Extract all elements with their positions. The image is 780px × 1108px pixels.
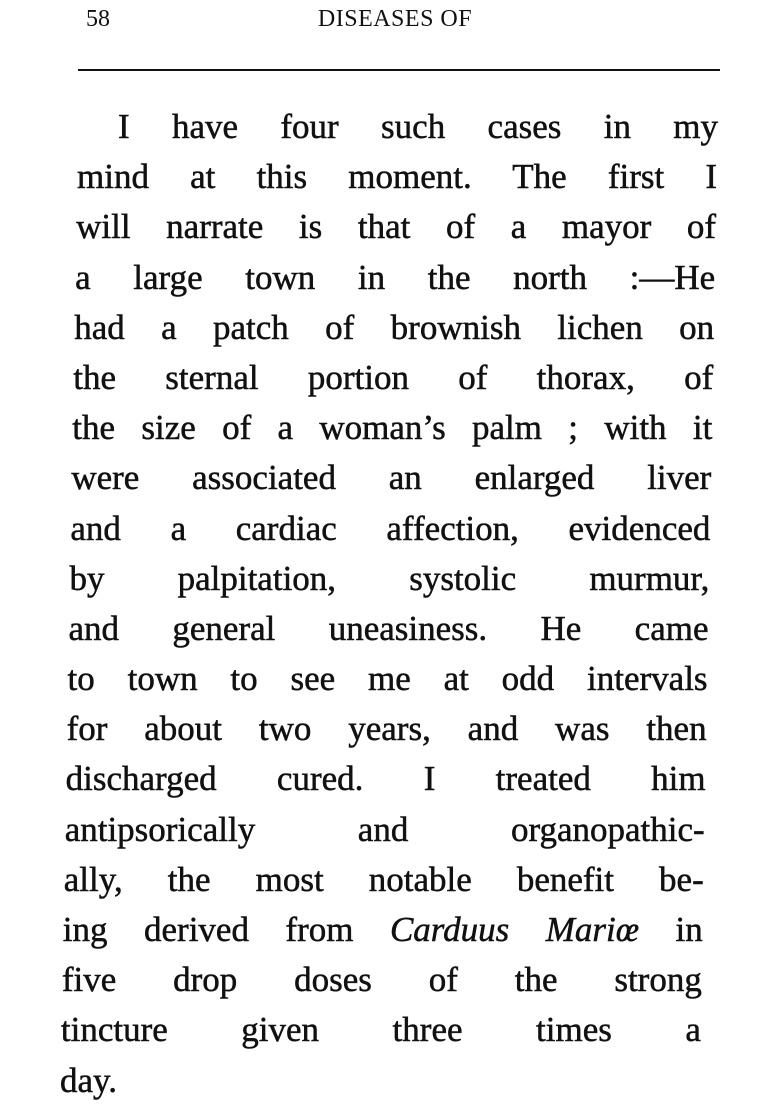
text-line: discharged cured. I treated him xyxy=(65,759,706,799)
text-line: the sternal portion of thorax, of xyxy=(73,357,714,397)
text-line: for about two years, and was then xyxy=(66,709,707,749)
text-line xyxy=(63,905,703,955)
text-line: a large town in the north :—He xyxy=(75,257,716,297)
text-line: mind at this moment. The first I xyxy=(77,157,718,197)
header-rule xyxy=(78,69,720,71)
italic-term: Carduus Mariœ xyxy=(389,910,640,949)
text-segment: in xyxy=(639,910,703,949)
text-line: and a cardiac affection, evidenced xyxy=(70,508,711,548)
text-line: had a patch of brownish lichen on xyxy=(74,307,715,347)
running-title: DISEASES OF xyxy=(317,6,473,32)
body-text xyxy=(0,102,780,1106)
page-number: 58 xyxy=(86,6,110,32)
text-line: to town to see me at odd intervals xyxy=(67,659,708,699)
text-line: by palpitation, systolic murmur, xyxy=(69,558,710,598)
text-line: ally, the most notable benefit be- xyxy=(63,859,704,899)
text-line: five drop doses of the strong xyxy=(61,960,702,1000)
text-line: antipsorically and organopathic- xyxy=(64,809,705,849)
text-line: tincture given three times a xyxy=(60,1010,701,1050)
text-line: I have four such cases in my xyxy=(118,107,718,146)
text-line: and general uneasiness. He came xyxy=(68,608,709,648)
text-line: day. xyxy=(59,1060,117,1100)
text-line: will narrate is that of a mayor of xyxy=(76,207,717,247)
text-line: the size of a woman’s palm ; with it xyxy=(72,408,713,448)
text-line: were associated an enlarged liver xyxy=(71,458,712,498)
text-segment: ing derived from xyxy=(62,910,390,949)
